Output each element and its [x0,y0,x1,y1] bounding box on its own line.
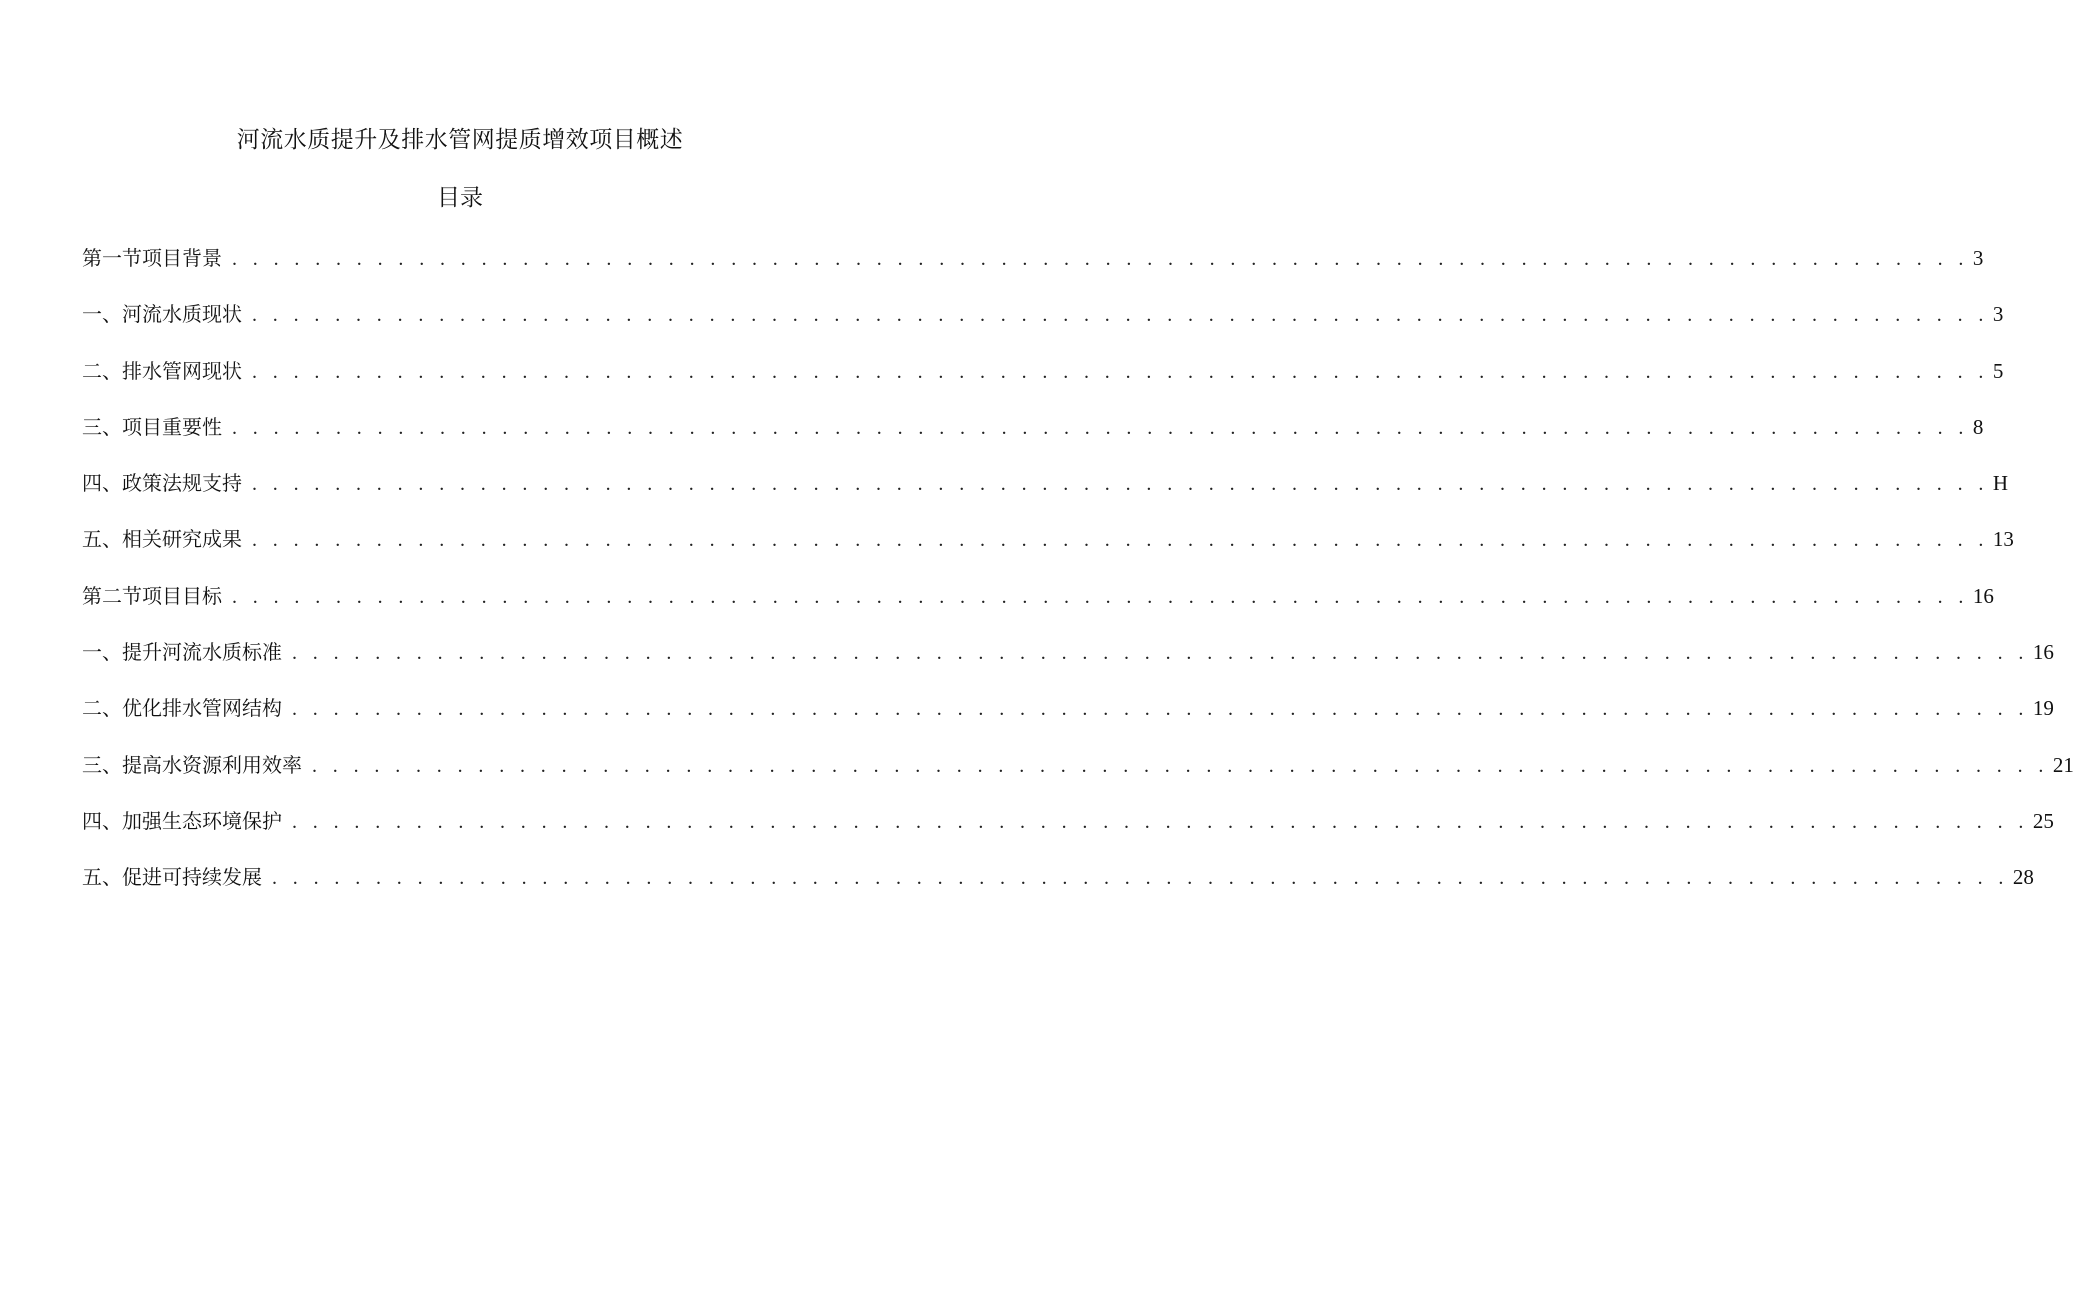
toc-page-number: 5 [1992,358,2004,383]
toc-dot-leader: . . . . . . . . . . . . . . . . . . . . . . . . . . . . . . . . . . . . . . . . . . . . . . . . . . . . . . . . . . . . . . . . . . . . . . . . . . . . . . . . . . . . [232,416,1969,439]
toc-page-number: 3 [1972,246,1984,270]
toc-entry-1-5[interactable] [82,521,2014,577]
toc-entry-label: 四、加强生态环境保护 [82,808,282,833]
toc-dot-leader: . . . . . . . . . . . . . . . . . . . . . . . . . . . . . . . . . . . . . . . . . . . . . . . . . . . . . . . . . . . . . . . . . . . . . . . . . . . . . . . . . . . . [232,248,1969,270]
toc-entry-label: 五、相关研究成果 [82,527,242,552]
toc-page-number: 16 [2032,640,2054,665]
toc-page-number: 3 [1992,302,2004,327]
toc-entry-label: 二、排水管网现状 [82,358,242,383]
toc-entry-label: 二、优化排水管网结构 [82,696,282,721]
toc-entry-label: 一、提升河流水质标准 [82,640,282,665]
toc-dot-leader: . . . . . . . . . . . . . . . . . . . . . . . . . . . . . . . . . . . . . . . . . . . . . . . . . . . . . . . . . . . . . . . . . . . . . . . . . . . . . . . . . . . . [312,754,2049,777]
toc-entry-2-2[interactable] [82,690,2054,746]
toc-dot-leader: . . . . . . . . . . . . . . . . . . . . . . . . . . . . . . . . . . . . . . . . . . . . . . . . . . . . . . . . . . . . . . . . . . . . . . . . . . . . . . . . . . . . [272,867,2009,890]
toc-entry-label: 三、项目重要性 [82,414,222,439]
toc-page-number: 8 [1972,414,1984,439]
toc-entry-label: 第二节项目目标 [82,583,222,608]
toc-entry-1-3[interactable] [82,409,1984,465]
toc-dot-leader: . . . . . . . . . . . . . . . . . . . . . . . . . . . . . . . . . . . . . . . . . . . . . . . . . . . . . . . . . . . . . . . . . . . . . . . . . . . . . . . . . . . . [252,529,1989,552]
toc-page-number: 25 [2032,808,2054,833]
toc-dot-leader: . . . . . . . . . . . . . . . . . . . . . . . . . . . . . . . . . . . . . . . . . . . . . . . . . . . . . . . . . . . . . . . . . . . . . . . . . . . . . . . . . . . . [252,360,1989,383]
toc-page-number: 13 [1992,527,2014,552]
toc-page-number: 28 [2012,865,2034,890]
toc-entry-section-2[interactable] [82,578,1994,634]
toc-dot-leader: . . . . . . . . . . . . . . . . . . . . . . . . . . . . . . . . . . . . . . . . . . . . . . . . . . . . . . . . . . . . . . . . . . . . . . . . . . . . . . . . . . . . [232,585,1969,608]
toc-heading: 目录 [437,185,483,211]
toc-page-number: H [1992,471,2008,496]
toc-dot-leader: . . . . . . . . . . . . . . . . . . . . . . . . . . . . . . . . . . . . . . . . . . . . . . . . . . . . . . . . . . . . . . . . . . . . . . . . . . . . . . . . . . . . [292,698,2029,721]
toc-entry-label: 五、促进可持续发展 [82,865,262,890]
toc-dot-leader: . . . . . . . . . . . . . . . . . . . . . . . . . . . . . . . . . . . . . . . . . . . . . . . . . . . . . . . . . . . . . . . . . . . . . . . . . . . . . . . . . . . . [292,642,2029,665]
toc-page-number: 21 [2052,752,2074,777]
toc-page-number: 19 [2032,696,2054,721]
toc-entry-1-2[interactable] [82,353,2004,409]
toc-entry-2-1[interactable] [82,634,2054,690]
toc-dot-leader: . . . . . . . . . . . . . . . . . . . . . . . . . . . . . . . . . . . . . . . . . . . . . . . . . . . . . . . . . . . . . . . . . . . . . . . . . . . . . . . . . . . . [292,810,2029,833]
toc-entry-label: 四、政策法规支持 [82,471,242,496]
toc-entry-1-4[interactable] [82,465,2008,521]
toc-dot-leader: . . . . . . . . . . . . . . . . . . . . . . . . . . . . . . . . . . . . . . . . . . . . . . . . . . . . . . . . . . . . . . . . . . . . . . . . . . . . . . . . . . . . [252,304,1989,327]
toc-entry-label: 一、河流水质现状 [82,302,242,327]
toc-entry-2-4[interactable] [82,803,2054,859]
toc-page-number: 16 [1972,583,1994,608]
toc-entry-2-3[interactable] [82,747,2074,803]
toc-dot-leader: . . . . . . . . . . . . . . . . . . . . . . . . . . . . . . . . . . . . . . . . . . . . . . . . . . . . . . . . . . . . . . . . . . . . . . . . . . . . . . . . . . . . [252,473,1989,496]
toc-entry-label: 三、提高水资源利用效率 [82,752,302,777]
toc-entry-2-5[interactable] [82,859,2034,915]
toc-entry-1-1[interactable] [82,296,2004,352]
toc-entry-section-1[interactable] [82,240,1984,296]
toc-entry-label: 第一节项目背景 [82,246,222,270]
table-of-contents [82,240,2074,916]
document-title: 河流水质提升及排水管网提质增效项目概述 [236,127,684,153]
